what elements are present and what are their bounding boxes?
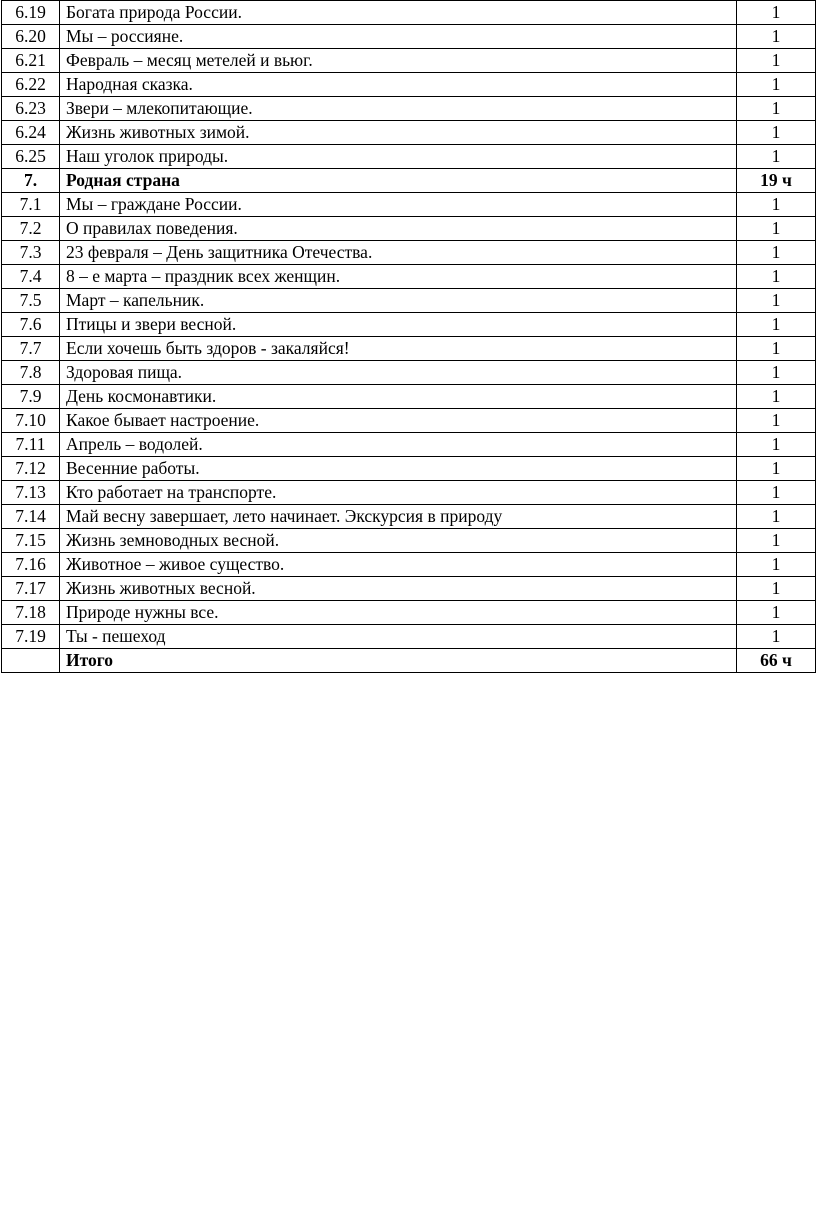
row-title-cell: Февраль – месяц метелей и вьюг.	[60, 49, 737, 73]
row-title-cell: Итого	[60, 649, 737, 673]
row-number-cell: 7.4	[2, 265, 60, 289]
row-hours-cell: 1	[737, 121, 816, 145]
row-title-cell: 8 – е марта – праздник всех женщин.	[60, 265, 737, 289]
row-number-cell: 6.24	[2, 121, 60, 145]
table-row	[2, 145, 816, 169]
row-title-cell: Жизнь земноводных весной.	[60, 529, 737, 553]
row-hours-cell: 1	[737, 97, 816, 121]
row-hours-cell: 1	[737, 49, 816, 73]
row-hours-cell: 1	[737, 529, 816, 553]
row-hours-cell: 1	[737, 505, 816, 529]
table-row	[2, 553, 816, 577]
row-title-cell: Родная страна	[60, 169, 737, 193]
document-page	[1, 0, 815, 673]
table-row	[2, 481, 816, 505]
row-number-cell: 7.1	[2, 193, 60, 217]
row-number-cell: 7.3	[2, 241, 60, 265]
row-number-cell: 7.19	[2, 625, 60, 649]
row-number-cell: 7.16	[2, 553, 60, 577]
row-hours-cell: 1	[737, 481, 816, 505]
row-title-cell: О правилах поведения.	[60, 217, 737, 241]
row-number-cell: 6.19	[2, 1, 60, 25]
row-number-cell: 6.23	[2, 97, 60, 121]
row-title-cell: Ты - пешеход	[60, 625, 737, 649]
row-title-cell: Наш уголок природы.	[60, 145, 737, 169]
row-hours-cell: 1	[737, 409, 816, 433]
row-number-cell: 7.7	[2, 337, 60, 361]
section-row	[2, 169, 816, 193]
row-title-cell: Звери – млекопитающие.	[60, 97, 737, 121]
table-row	[2, 625, 816, 649]
row-title-cell: Кто работает на транспорте.	[60, 481, 737, 505]
row-number-cell: 7.15	[2, 529, 60, 553]
row-title-cell: Жизнь животных зимой.	[60, 121, 737, 145]
table-row	[2, 577, 816, 601]
row-hours-cell: 1	[737, 1, 816, 25]
table-row	[2, 289, 816, 313]
table-row	[2, 25, 816, 49]
row-number-cell: 6.22	[2, 73, 60, 97]
row-title-cell: Богата природа России.	[60, 1, 737, 25]
row-title-cell: Если хочешь быть здоров - закаляйся!	[60, 337, 737, 361]
row-hours-cell: 1	[737, 265, 816, 289]
row-hours-cell: 19 ч	[737, 169, 816, 193]
row-number-cell	[2, 649, 60, 673]
table-row	[2, 529, 816, 553]
table-row	[2, 265, 816, 289]
row-hours-cell: 1	[737, 625, 816, 649]
row-hours-cell: 1	[737, 313, 816, 337]
row-number-cell: 7.	[2, 169, 60, 193]
table-row	[2, 409, 816, 433]
row-title-cell: 23 февраля – День защитника Отечества.	[60, 241, 737, 265]
row-number-cell: 7.18	[2, 601, 60, 625]
lesson-plan-table	[1, 0, 816, 673]
row-hours-cell: 1	[737, 193, 816, 217]
table-row	[2, 505, 816, 529]
row-title-cell: Жизнь животных весной.	[60, 577, 737, 601]
table-row	[2, 601, 816, 625]
row-hours-cell: 1	[737, 289, 816, 313]
row-hours-cell: 66 ч	[737, 649, 816, 673]
row-hours-cell: 1	[737, 433, 816, 457]
row-title-cell: День космонавтики.	[60, 385, 737, 409]
row-hours-cell: 1	[737, 241, 816, 265]
row-number-cell: 7.6	[2, 313, 60, 337]
table-row	[2, 193, 816, 217]
row-title-cell: Птицы и звери весной.	[60, 313, 737, 337]
table-row	[2, 433, 816, 457]
row-hours-cell: 1	[737, 217, 816, 241]
row-title-cell: Какое бывает настроение.	[60, 409, 737, 433]
row-hours-cell: 1	[737, 73, 816, 97]
table-row	[2, 241, 816, 265]
row-title-cell: Животное – живое существо.	[60, 553, 737, 577]
table-row	[2, 49, 816, 73]
row-hours-cell: 1	[737, 361, 816, 385]
row-number-cell: 7.5	[2, 289, 60, 313]
table-row	[2, 97, 816, 121]
row-hours-cell: 1	[737, 337, 816, 361]
table-row	[2, 361, 816, 385]
row-number-cell: 6.20	[2, 25, 60, 49]
row-number-cell: 7.17	[2, 577, 60, 601]
row-number-cell: 7.8	[2, 361, 60, 385]
row-hours-cell: 1	[737, 553, 816, 577]
row-number-cell: 7.9	[2, 385, 60, 409]
table-row	[2, 217, 816, 241]
table-row	[2, 313, 816, 337]
row-hours-cell: 1	[737, 457, 816, 481]
row-title-cell: Март – капельник.	[60, 289, 737, 313]
row-title-cell: Народная сказка.	[60, 73, 737, 97]
table-row	[2, 73, 816, 97]
row-title-cell: Мы – граждане России.	[60, 193, 737, 217]
table-row	[2, 1, 816, 25]
row-title-cell: Природе нужны все.	[60, 601, 737, 625]
row-title-cell: Апрель – водолей.	[60, 433, 737, 457]
row-hours-cell: 1	[737, 601, 816, 625]
row-hours-cell: 1	[737, 145, 816, 169]
section-row	[2, 649, 816, 673]
row-title-cell: Май весну завершает, лето начинает. Экскурсия в природу	[60, 505, 737, 529]
row-hours-cell: 1	[737, 385, 816, 409]
row-title-cell: Здоровая пища.	[60, 361, 737, 385]
row-title-cell: Весенние работы.	[60, 457, 737, 481]
table-row	[2, 457, 816, 481]
row-hours-cell: 1	[737, 25, 816, 49]
table-row	[2, 385, 816, 409]
lesson-plan-body	[2, 1, 816, 673]
row-number-cell: 7.10	[2, 409, 60, 433]
row-title-cell: Мы – россияне.	[60, 25, 737, 49]
table-row	[2, 121, 816, 145]
row-number-cell: 7.12	[2, 457, 60, 481]
row-number-cell: 7.11	[2, 433, 60, 457]
table-row	[2, 337, 816, 361]
row-number-cell: 6.25	[2, 145, 60, 169]
row-number-cell: 6.21	[2, 49, 60, 73]
row-number-cell: 7.14	[2, 505, 60, 529]
row-number-cell: 7.13	[2, 481, 60, 505]
row-number-cell: 7.2	[2, 217, 60, 241]
row-hours-cell: 1	[737, 577, 816, 601]
